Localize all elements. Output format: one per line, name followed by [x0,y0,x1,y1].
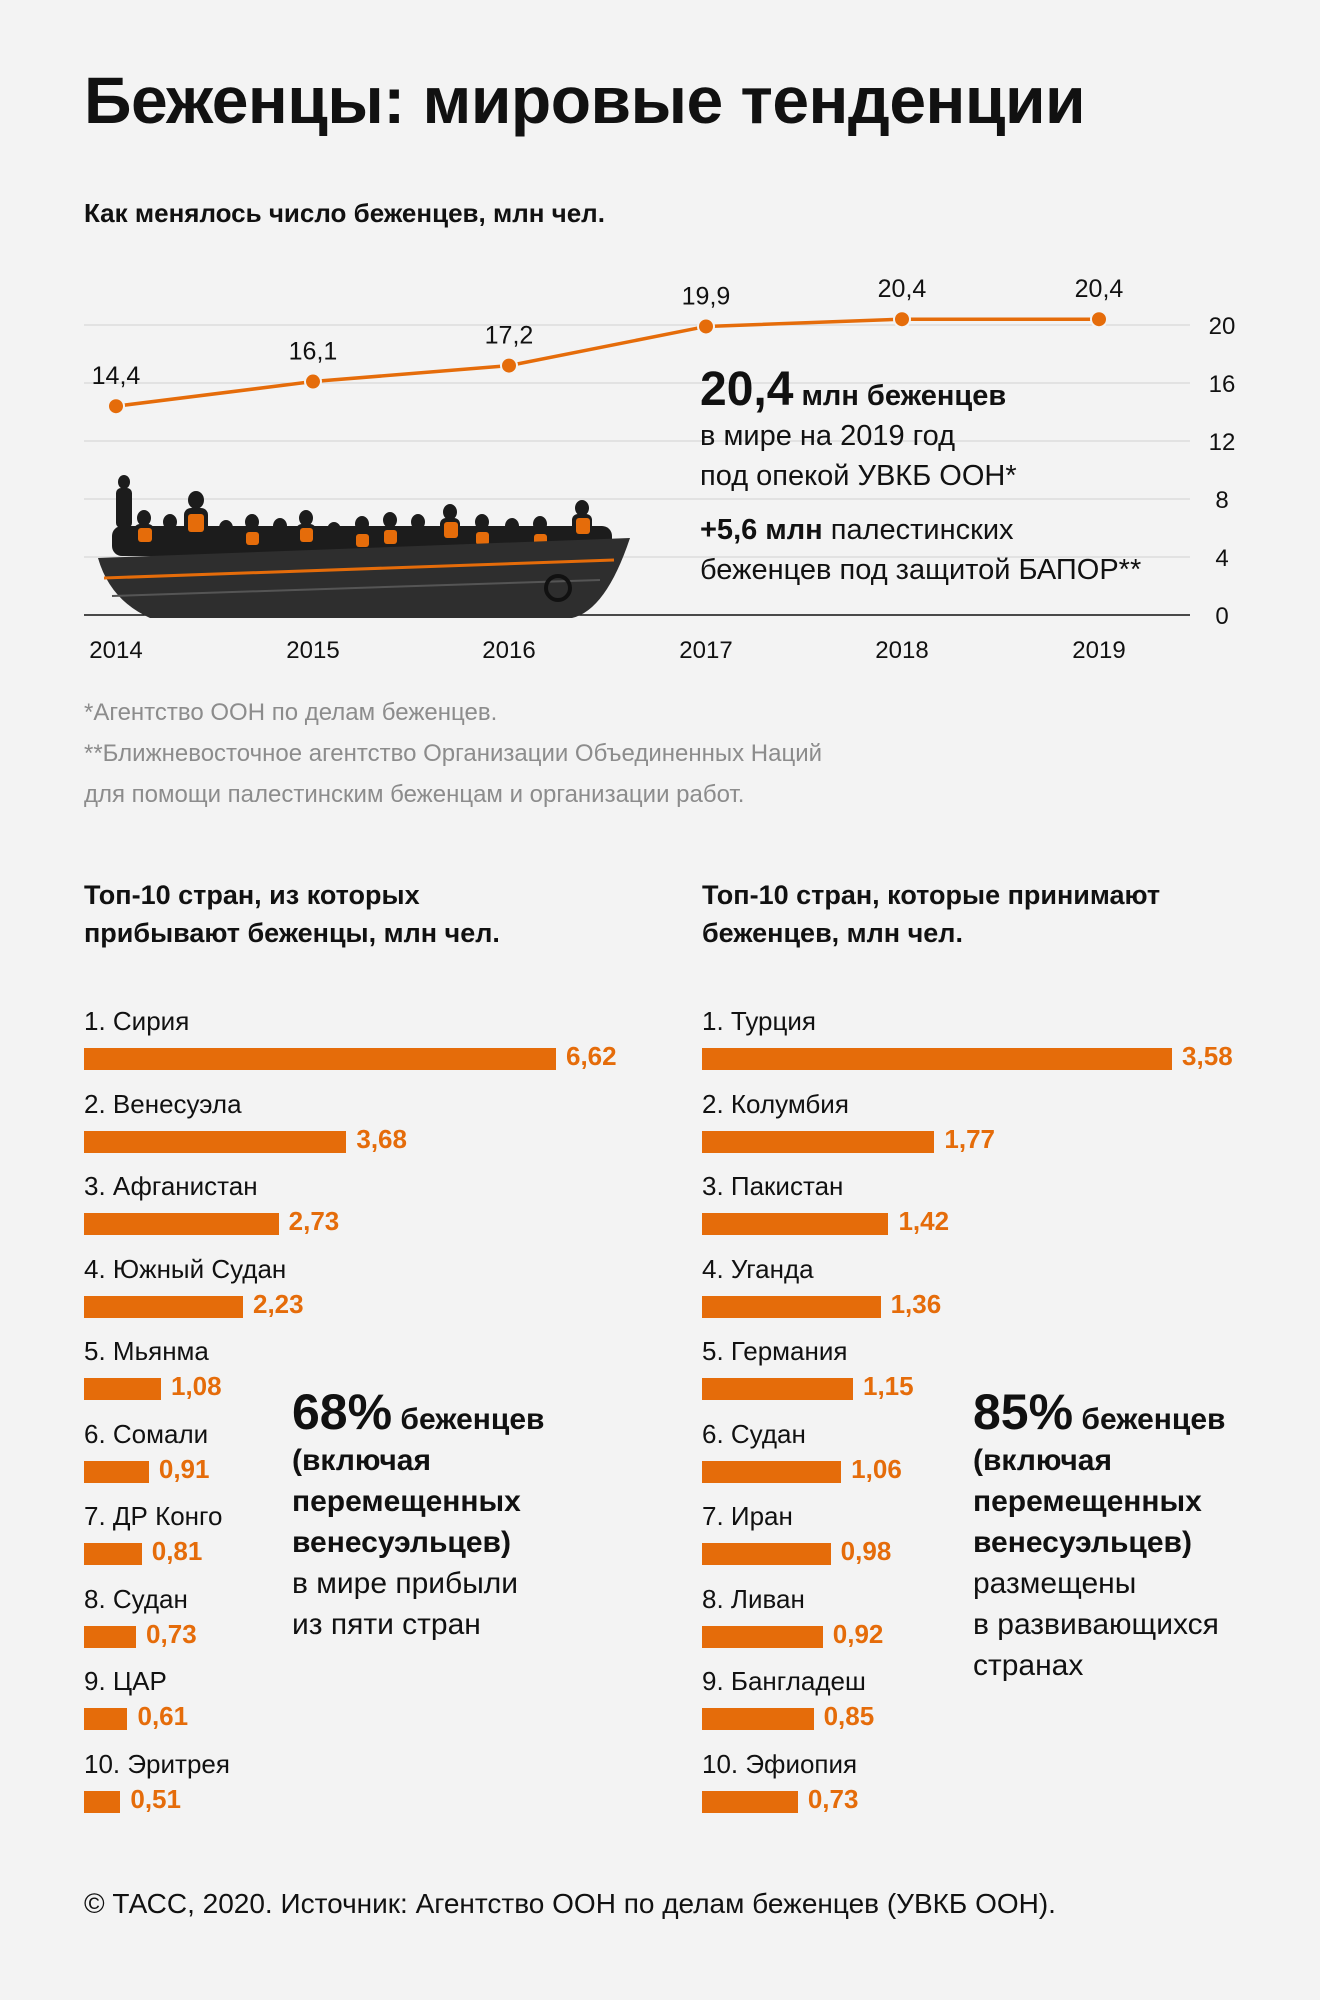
bar [702,1131,934,1153]
bar-item [84,1666,644,1749]
bar-value-label: 0,98 [840,1536,892,1566]
bar-category-label: 1. Турция [702,1006,816,1036]
bar-value-label: 2,73 [288,1206,340,1236]
bar-value-label: 0,61 [137,1701,189,1731]
bar-category-label: 4. Южный Судан [84,1253,287,1284]
bar-category-label: 3. Пакистан [702,1171,844,1201]
bar-item [84,1254,644,1337]
line-chart-title: Как менялось число беженцев, млн чел. [84,198,605,228]
bar-item [702,1089,1262,1172]
bar [84,1791,120,1813]
data-point [1091,311,1107,327]
origin-share-line: (включая [292,1444,431,1477]
x-tick-label: 2015 [286,637,340,664]
bar [702,1461,841,1483]
y-tick-label: 8 [1215,487,1229,514]
bar-category-label: 5. Мьянма [84,1336,209,1366]
bar [84,1131,346,1153]
bar-value-label: 0,51 [130,1783,181,1814]
y-tick-label: 4 [1215,545,1229,572]
data-point [108,398,124,414]
bar-item [702,1749,1262,1832]
y-tick-label: 12 [1208,429,1236,456]
bar-category-label: 10. Эритрея [84,1748,230,1779]
footnote: для помощи палестинским беженцам и организации работ. [84,781,745,808]
bar-category-label: 7. Иран [702,1501,793,1531]
y-tick-label: 16 [1208,371,1236,398]
host-share-line: венесуэльцев) [973,1526,1192,1559]
data-label: 17,2 [484,321,534,350]
bar [702,1048,1172,1070]
bar-category-label: 4. Уганда [702,1253,814,1284]
callout-big-value: 20,4 [700,363,794,416]
bar-value-label: 0,73 [146,1618,197,1649]
source-footer: © ТАСС, 2020. Источник: Агентство ООН по делам беженцев (УВКБ ООН). [84,1888,1056,1919]
bar-item [84,1171,644,1254]
bar-category-label: 9. ЦАР [84,1666,167,1696]
bar-value-label: 1,77 [944,1123,995,1154]
bar-value-label: 1,15 [862,1371,914,1401]
bar-category-label: 2. Венесуэла [84,1088,242,1119]
x-tick-label: 2017 [679,637,733,664]
bar-value-label: 3,58 [1182,1041,1233,1071]
origin-section-title [84,876,500,952]
data-point [305,374,321,390]
bar-value-label: 1,06 [851,1453,902,1484]
bar-item [702,1006,1262,1089]
x-tick-label: 2019 [1072,637,1126,664]
host-share-line: (включая [973,1444,1112,1477]
data-label: 20,4 [877,275,927,304]
host-share-note [973,1384,1273,1686]
data-point [894,311,910,327]
origin-share-line: из пяти стран [292,1608,481,1641]
bar-category-label: 1. Сирия [84,1006,190,1036]
callout-line2: под опекой УВКБ ООН* [700,460,1017,492]
bar [702,1791,798,1813]
bar [702,1626,823,1648]
data-label: 19,9 [681,282,731,311]
bar-category-label: 6. Судан [702,1418,806,1449]
host-section-title [702,876,1160,952]
host-share-line: в развивающихся [973,1608,1219,1641]
bar [702,1378,853,1400]
host-share-pct: 85% [973,1384,1074,1440]
bar-item [702,1171,1262,1254]
bar [84,1213,279,1235]
bar-value-label: 1,42 [898,1206,950,1236]
x-tick-label: 2016 [482,637,536,664]
origin-title-line: прибывают беженцы, млн чел. [84,918,500,948]
bar [84,1048,556,1070]
bar [702,1543,831,1565]
host-share-line: перемещенных [973,1485,1202,1518]
data-point [501,358,517,374]
data-label: 20,4 [1074,275,1124,304]
x-tick-label: 2014 [89,637,143,664]
bar-category-label: 2. Колумбия [702,1088,849,1119]
bar [84,1461,149,1483]
host-title-line: беженцев, млн чел. [702,918,963,948]
host-title-line: Топ-10 стран, которые принимают [702,880,1161,910]
callout-big-suffix: млн беженцев [793,380,1007,412]
bar-item [84,1006,644,1089]
bar [702,1213,888,1235]
bar-value-label: 0,85 [823,1701,875,1731]
origin-share-line: перемещенных [292,1485,521,1518]
bar [702,1296,881,1318]
y-tick-label: 0 [1215,603,1229,630]
page-title: Беженцы: мировые тенденции [84,63,1086,137]
callout-line1: в мире на 2019 год [700,420,956,452]
bar-category-label: 10. Эфиопия [702,1748,858,1779]
callout-extra-bold: +5,6 млн [700,514,823,546]
callout-extra-line2: беженцев под защитой БАПОР** [700,554,1142,586]
callout-extra-rest: палестинских [822,514,1014,546]
host-share-line: размещены [973,1567,1137,1600]
bar-value-label: 6,62 [566,1041,617,1071]
bar-value-label: 3,68 [356,1123,407,1154]
y-tick-label: 20 [1208,313,1236,340]
bar-category-label: 6. Сомали [84,1418,209,1449]
bar-item [84,1749,644,1832]
total-callout [700,363,1220,590]
data-label: 16,1 [288,337,338,366]
bar [84,1296,243,1318]
refugee-boat-illustration [98,475,630,618]
bar-value-label: 0,92 [832,1618,884,1649]
bar [84,1543,142,1565]
line-chart-x-ticks [89,637,1125,664]
bar-item [84,1089,644,1172]
footnote: **Ближневосточное агентство Организации Объединенных Наций [84,740,823,767]
bar-value-label: 0,73 [807,1783,859,1814]
footnote: *Агентство ООН по делам беженцев. [84,699,498,726]
bar-category-label: 5. Германия [702,1336,848,1366]
bar-category-label: 3. Афганистан [84,1171,258,1201]
bar [702,1708,814,1730]
bar [84,1378,161,1400]
bar [84,1708,127,1730]
bar-category-label: 8. Ливан [702,1583,805,1614]
origin-share-pct: 68% [292,1384,393,1440]
bar-value-label: 1,36 [890,1288,942,1319]
bar-value-label: 0,91 [158,1453,210,1484]
data-label: 14,4 [91,362,141,391]
origin-share-line: венесуэльцев) [292,1526,511,1559]
origin-title-line: Топ-10 стран, из которых [84,880,420,910]
bar-value-label: 1,08 [171,1371,222,1401]
bar-category-label: 8. Судан [84,1583,188,1614]
footnotes [84,692,822,815]
origin-share-bold-rest: беженцев [392,1403,545,1436]
host-share-line: странах [973,1649,1084,1682]
origin-share-line: в мире прибыли [292,1567,519,1600]
bar-value-label: 0,81 [151,1536,203,1566]
bar-value-label: 2,23 [252,1288,304,1319]
host-share-bold-rest: беженцев [1073,1403,1226,1436]
bar-item [702,1254,1262,1337]
bar [84,1626,136,1648]
data-point [698,318,714,334]
origin-share-note [292,1384,592,1645]
x-tick-label: 2018 [875,637,929,664]
bar-category-label: 7. ДР Конго [84,1501,223,1531]
bar-category-label: 9. Бангладеш [702,1666,866,1696]
